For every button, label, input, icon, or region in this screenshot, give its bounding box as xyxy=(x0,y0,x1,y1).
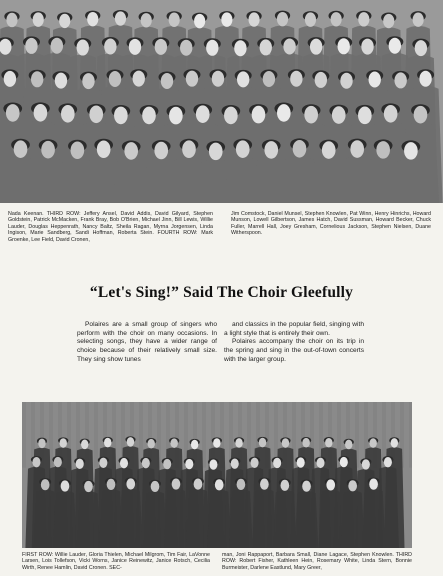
polaires-photo-caption-right: man, Joni Rappaport, Barbara Small, Diane Lagace, Stephen Knowlen. THIRD ROW: Robert Fisher, Kathleen Hein, Rosemary White, Linda Stern, Bonnie Burmeister, Darlene Eastlund, Mary Greer, xyxy=(222,552,412,571)
article-text-left: Polaires are a small group of singers who perform with the choir on many occasions. In selecting songs, they have a wider range of choice because of their relatively small size. They sing show tunes xyxy=(77,321,217,363)
polaires-photo-caption-left: FIRST ROW: Willie Lauder, Gloria Thielen, Michael Milgrom, Tim Fair, LaVonne Larsen, Lois Tollefson, Vicki Worns, Janice Reinewitz, Janice Rotsch, Cecilia Wirth, Renee Hamlin, David Cronen. SEC- xyxy=(22,552,210,571)
article-paragraph-2: Polaires accompany the choir on its trip in the spring and sing in the out-of-town concerts with the larger group. xyxy=(224,338,364,363)
article-text-right xyxy=(224,321,364,365)
polaires-photo-graphic xyxy=(22,402,412,548)
choir-photo-caption-right: Jim Comstock, Daniel Munsel, Stephen Knowlen, Pat Winn, Henry Hinrichs, Howard Munson, Lowell Gilbertson, James Hatch, David Sussman, Howard Becker, Chuck Fuller, Marrell Hall, Joey Gresham, Cornelious Jackson, Stephen Nielsen, Duane Witherspoon. xyxy=(231,211,431,237)
choir-group-photo xyxy=(0,0,443,203)
choir-photo-caption-left: Nada Keenan. THIRD ROW: Jeffery Ansel, David Addis, David Gilyard, Stephen Goldstein, Patrick McMacken, Frank Bray, Bob O'Brien, Michael Jinn, Bill Lewis, Willie Lauder, Douglas Heppenrath, Nancy Baltz, Sheila Ragan, Myrna Jorgensen, Linda Ingison, Marie Sandberg, Sandi Hoffman, Roberta Stein. FOURTH ROW: Mark Groenke, Lee Field, David Cronen, xyxy=(8,211,213,243)
choir-photo-graphic xyxy=(0,0,443,203)
polaires-group-photo xyxy=(22,402,412,548)
page-headline: “Let's Sing!” Said The Choir Gleefully xyxy=(89,284,354,301)
article-paragraph-1: and classics in the popular field, singing with a light style that is entirely their own. xyxy=(224,321,364,337)
